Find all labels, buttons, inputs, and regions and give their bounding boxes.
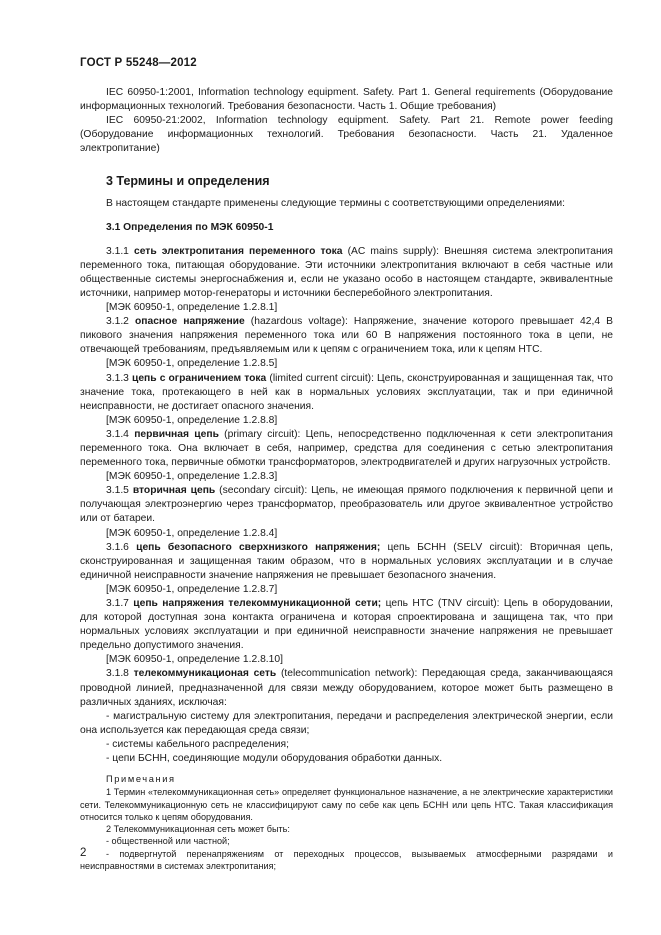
term-body: (secondary circuit): Цепь, не имеющая прямого подключения к первичной цепи и получающая электроэнергию через трансформатор, преобразователь или другое эквивалентное устройство или от батареи. xyxy=(80,485,613,525)
term-body: (primary circuit): Цепь, непосредственно подключенная к сети электропитания переменного тока. Она включает в себя, например, средства для соединения с сетью электропитания переменного тока, первичные обмотки трансформаторов, электродвигателей и других нагрузочных устройств. xyxy=(80,428,614,469)
term-body: цепь НТС (TNV circuit): Цепь в оборудовании, для которой доступная зона контакта ограничена и которая спроектирована и защищена так, что при нормальных условиях эксплуатации и при единичной неисправности значение напряжения не превышает предельно допустимого значения. xyxy=(80,598,613,652)
term-reference: [МЭК 60950-1, определение 1.2.8.5] xyxy=(106,358,278,370)
term-reference: [МЭК 60950-1, определение 1.2.8.4] xyxy=(106,527,278,539)
term-number: 3.1.7 xyxy=(106,598,129,609)
note-item: 1 Термин «телекоммуникационная сеть» определяет функциональное назначение, а не электрические характеристики сети. Телекоммуникационную сеть не классифицируют саму по себе как цепь БСНН или цепь НТС. Такая классификация относится только к цепям оборудования. xyxy=(80,787,613,822)
exclusion-item: - цепи БСНН, соединяющие модули оборудования обработки данных. xyxy=(106,753,443,765)
term-definition xyxy=(80,372,613,414)
term-name: первичная цепь xyxy=(134,428,219,440)
term-reference: [МЭК 60950-1, определение 1.2.8.8] xyxy=(106,414,278,426)
term-definition xyxy=(80,315,613,357)
term-name: телекоммуникационая сеть xyxy=(133,668,277,680)
section-title: 3 Термины и определения xyxy=(106,174,270,189)
term-definition xyxy=(80,428,613,470)
term-number: 3.1.3 xyxy=(106,372,129,384)
term-definition xyxy=(80,245,613,301)
exclusion-item: - системы кабельного распределения; xyxy=(106,738,289,750)
term-number: 3.1.8 xyxy=(106,668,129,680)
term-definition xyxy=(80,541,613,583)
term-name: цепь безопасного сверхнизкого напряжения; xyxy=(136,541,381,553)
term-body: (AC mains supply): Внешняя система электропитания переменного тока, питающая оборудование. Эти источники электропитания включают в себя частные или общественные системы энергоснабжения и, если не указано особо в настоящем стандарте, эквивалентные источники, например мотор-генераторы и источники бесперебойного электропитания. xyxy=(80,245,613,299)
term-number: 3.1.5 xyxy=(106,485,129,497)
note-item: 2 Телекоммуникационная сеть может быть: xyxy=(106,824,290,835)
term-body: (limited current circuit): Цепь, сконструированная и защищенная так, что значение тока, протекающего в ней как в нормальных условиях эксплуатации, так и при единичной неисправности, не достигает опасного значения. xyxy=(80,372,613,412)
term-name: цепь с ограничением тока xyxy=(132,372,267,384)
term-definition xyxy=(80,597,613,653)
term-number: 3.1.1 xyxy=(106,245,129,257)
exclusion-item: - магистральную систему для электропитания, передачи и распределения электрической энергии, если она используется как передающая среда связи; xyxy=(80,710,613,736)
term-name: сеть электропитания переменного тока xyxy=(133,245,343,257)
subsection-title: 3.1 Определения по МЭК 60950-1 xyxy=(106,221,274,233)
term-reference: [МЭК 60950-1, определение 1.2.8.1] xyxy=(106,302,278,314)
note-item: - общественной или частной; xyxy=(106,836,230,847)
section-intro: В настоящем стандарте применены следующие термины с соответствующими определениями: xyxy=(106,198,566,210)
term-number: 3.1.4 xyxy=(106,428,129,440)
term-reference: [МЭК 60950-1, определение 1.2.8.7] xyxy=(106,583,278,595)
reference-iec-60950-1: IEC 60950-1:2001, Information technology equipment. Safety. Part 1. General requirements (Оборудование информационных технологий. Требования безопасности. Часть 1. Общие требования) xyxy=(80,87,613,113)
term-body: (telecommunication network): Передающая среда, заканчивающаяся проводной линией, предназначенной для связи между оборудованием, которое может быть размещено в различных зданиях, исключая: xyxy=(80,668,613,708)
page-content xyxy=(80,86,613,872)
term-number: 3.1.2 xyxy=(106,316,129,328)
term-body: цепь БСНН (SELV circuit): Вторичная цепь, сконструированная и защищенная таким образом, что в нормальных условиях эксплуатации и в случае единичной неисправности значение напряжения не превышает безопасного значения. xyxy=(80,541,613,581)
document-header: ГОСТ Р 55248—2012 xyxy=(80,57,197,69)
term-reference: [МЭК 60950-1, определение 1.2.8.3] xyxy=(106,471,278,483)
term-number: 3.1.6 xyxy=(106,541,129,553)
notes-title: Примечания xyxy=(106,774,176,785)
page-number: 2 xyxy=(80,847,87,859)
note-item: - подвергнутой перенапряжениям от переходных процессов, вызываемых атмосферными разрядами и неисправностями в системах электропитания; xyxy=(80,848,613,871)
term-name: вторичная цепь xyxy=(132,485,216,497)
term-definition xyxy=(80,484,613,526)
term-reference: [МЭК 60950-1, определение 1.2.8.10] xyxy=(106,654,283,666)
term-body: (hazardous voltage): Напряжение, значение которого превышает 42,4 В пикового значения напряжения переменного тока или 60 В напряжения постоянного тока в цепи, не отвечающей требованиям, предъявляемым или к цепям с ограничением тока, или к цепям НТС. xyxy=(80,316,613,356)
term-name: цепь напряжения телекоммуникационной сети; xyxy=(133,598,382,609)
reference-iec-60950-21: IEC 60950-21:2002, Information technology equipment. Safety. Part 21. Remote power feeding (Оборудование информационных технологий. Требования безопасности. Часть 21. Удаленное электропитание) xyxy=(80,115,613,155)
term-name: опасное напряжение xyxy=(134,316,245,328)
term-definition xyxy=(80,667,613,709)
